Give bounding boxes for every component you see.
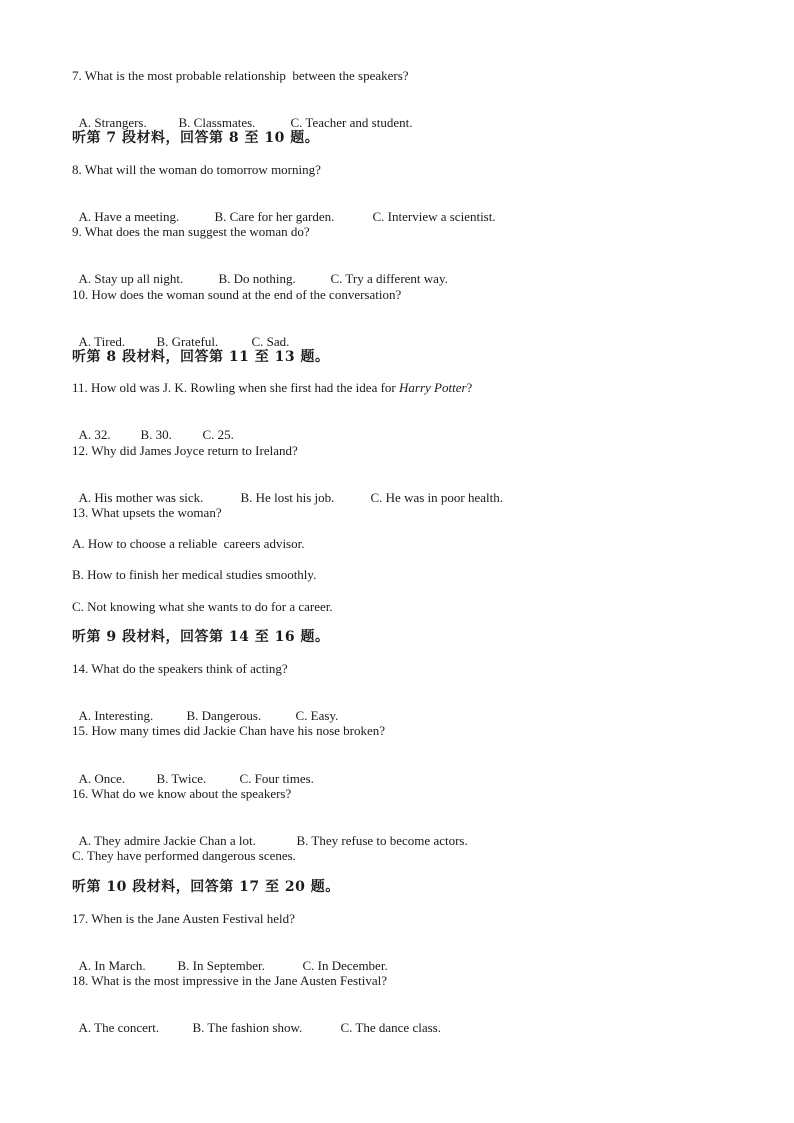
option-a: A. Once. — [78, 771, 126, 786]
question-17: 17. When is the Jane Austen Festival held? — [72, 911, 295, 926]
question-16: 16. What do we know about the speakers? — [72, 786, 292, 801]
option-b: B. The fashion show. — [192, 1020, 303, 1035]
option-a: A. Interesting. — [78, 708, 154, 723]
option-16-c: C. They have performed dangerous scenes. — [72, 848, 296, 863]
question-10: 10. How does the woman sound at the end of the conversation? — [72, 287, 402, 302]
options-17 — [72, 942, 388, 974]
options-18 — [72, 1004, 441, 1036]
question-9: 9. What does the man suggest the woman do? — [72, 224, 310, 239]
options-14 — [72, 692, 338, 724]
question-8: 8. What will the woman do tomorrow morning? — [72, 162, 321, 177]
question-14: 14. What do the speakers think of acting? — [72, 661, 288, 676]
option-c: C. Teacher and student. — [290, 115, 413, 130]
option-13-c: C. Not knowing what she wants to do for a career. — [72, 599, 333, 614]
option-c: C. In December. — [302, 958, 388, 973]
question-7: 7. What is the most probable relationship between the speakers? — [72, 68, 409, 83]
question-12: 12. Why did James Joyce return to Ireland? — [72, 443, 298, 458]
options-12 — [72, 474, 503, 506]
option-b: B. Do nothing. — [218, 271, 296, 286]
section-heading-7: 听第 7 段材料，回答第 8 至 10 题。 — [72, 130, 320, 146]
option-a: A. In March. — [78, 958, 146, 973]
option-b: B. Grateful. — [156, 334, 219, 349]
option-a: A. Have a meeting. — [78, 209, 180, 224]
options-15 — [72, 755, 314, 787]
options-11 — [72, 411, 234, 443]
section-heading-9: 听第 9 段材料，回答第 14 至 16 题。 — [72, 629, 330, 645]
option-c: C. Four times. — [239, 771, 314, 786]
book-title: Harry Potter — [399, 380, 467, 395]
option-b: B. Care for her garden. — [214, 209, 335, 224]
option-a: A. Strangers. — [78, 115, 147, 130]
option-13-b: B. How to finish her medical studies smoothly. — [72, 567, 317, 582]
section-heading-10: 听第 10 段材料，回答第 17 至 20 题。 — [72, 879, 340, 895]
question-15: 15. How many times did Jackie Chan have his nose broken? — [72, 723, 386, 738]
option-b: B. He lost his job. — [240, 490, 335, 505]
section-heading-8: 听第 8 段材料，回答第 11 至 13 题。 — [72, 349, 330, 365]
options-9 — [72, 255, 448, 287]
options-16 — [72, 817, 468, 849]
option-c: C. Easy. — [295, 708, 339, 723]
question-13: 13. What upsets the woman? — [72, 505, 222, 520]
option-a: A. Tired. — [78, 334, 126, 349]
option-b: B. In September. — [177, 958, 265, 973]
option-b: B. They refuse to become actors. — [296, 833, 468, 848]
option-a: A. 32. — [78, 427, 111, 442]
option-c: C. 25. — [202, 427, 234, 442]
option-c: C. He was in poor health. — [370, 490, 504, 505]
option-b: B. 30. — [140, 427, 172, 442]
question-mark: ? — [466, 380, 473, 395]
option-b: B. Dangerous. — [186, 708, 262, 723]
option-b: B. Twice. — [156, 771, 207, 786]
question-18: 18. What is the most impressive in the Jane Austen Festival? — [72, 973, 387, 988]
option-a: A. Stay up all night. — [78, 271, 184, 286]
option-b: B. Classmates. — [178, 115, 256, 130]
options-8 — [72, 193, 496, 225]
options-7 — [72, 99, 412, 131]
option-a: A. They admire Jackie Chan a lot. — [78, 833, 256, 848]
question-11 — [72, 380, 472, 396]
question-11-text: 11. How old was J. K. Rowling when she first had the idea for — [72, 380, 399, 395]
option-13-a: A. How to choose a reliable careers advisor. — [72, 536, 305, 551]
options-10 — [72, 318, 289, 350]
option-c: C. The dance class. — [340, 1020, 441, 1035]
option-c: C. Try a different way. — [330, 271, 448, 286]
option-a: A. The concert. — [78, 1020, 160, 1035]
option-a: A. His mother was sick. — [78, 490, 204, 505]
option-c: C. Interview a scientist. — [372, 209, 496, 224]
option-c: C. Sad. — [251, 334, 290, 349]
